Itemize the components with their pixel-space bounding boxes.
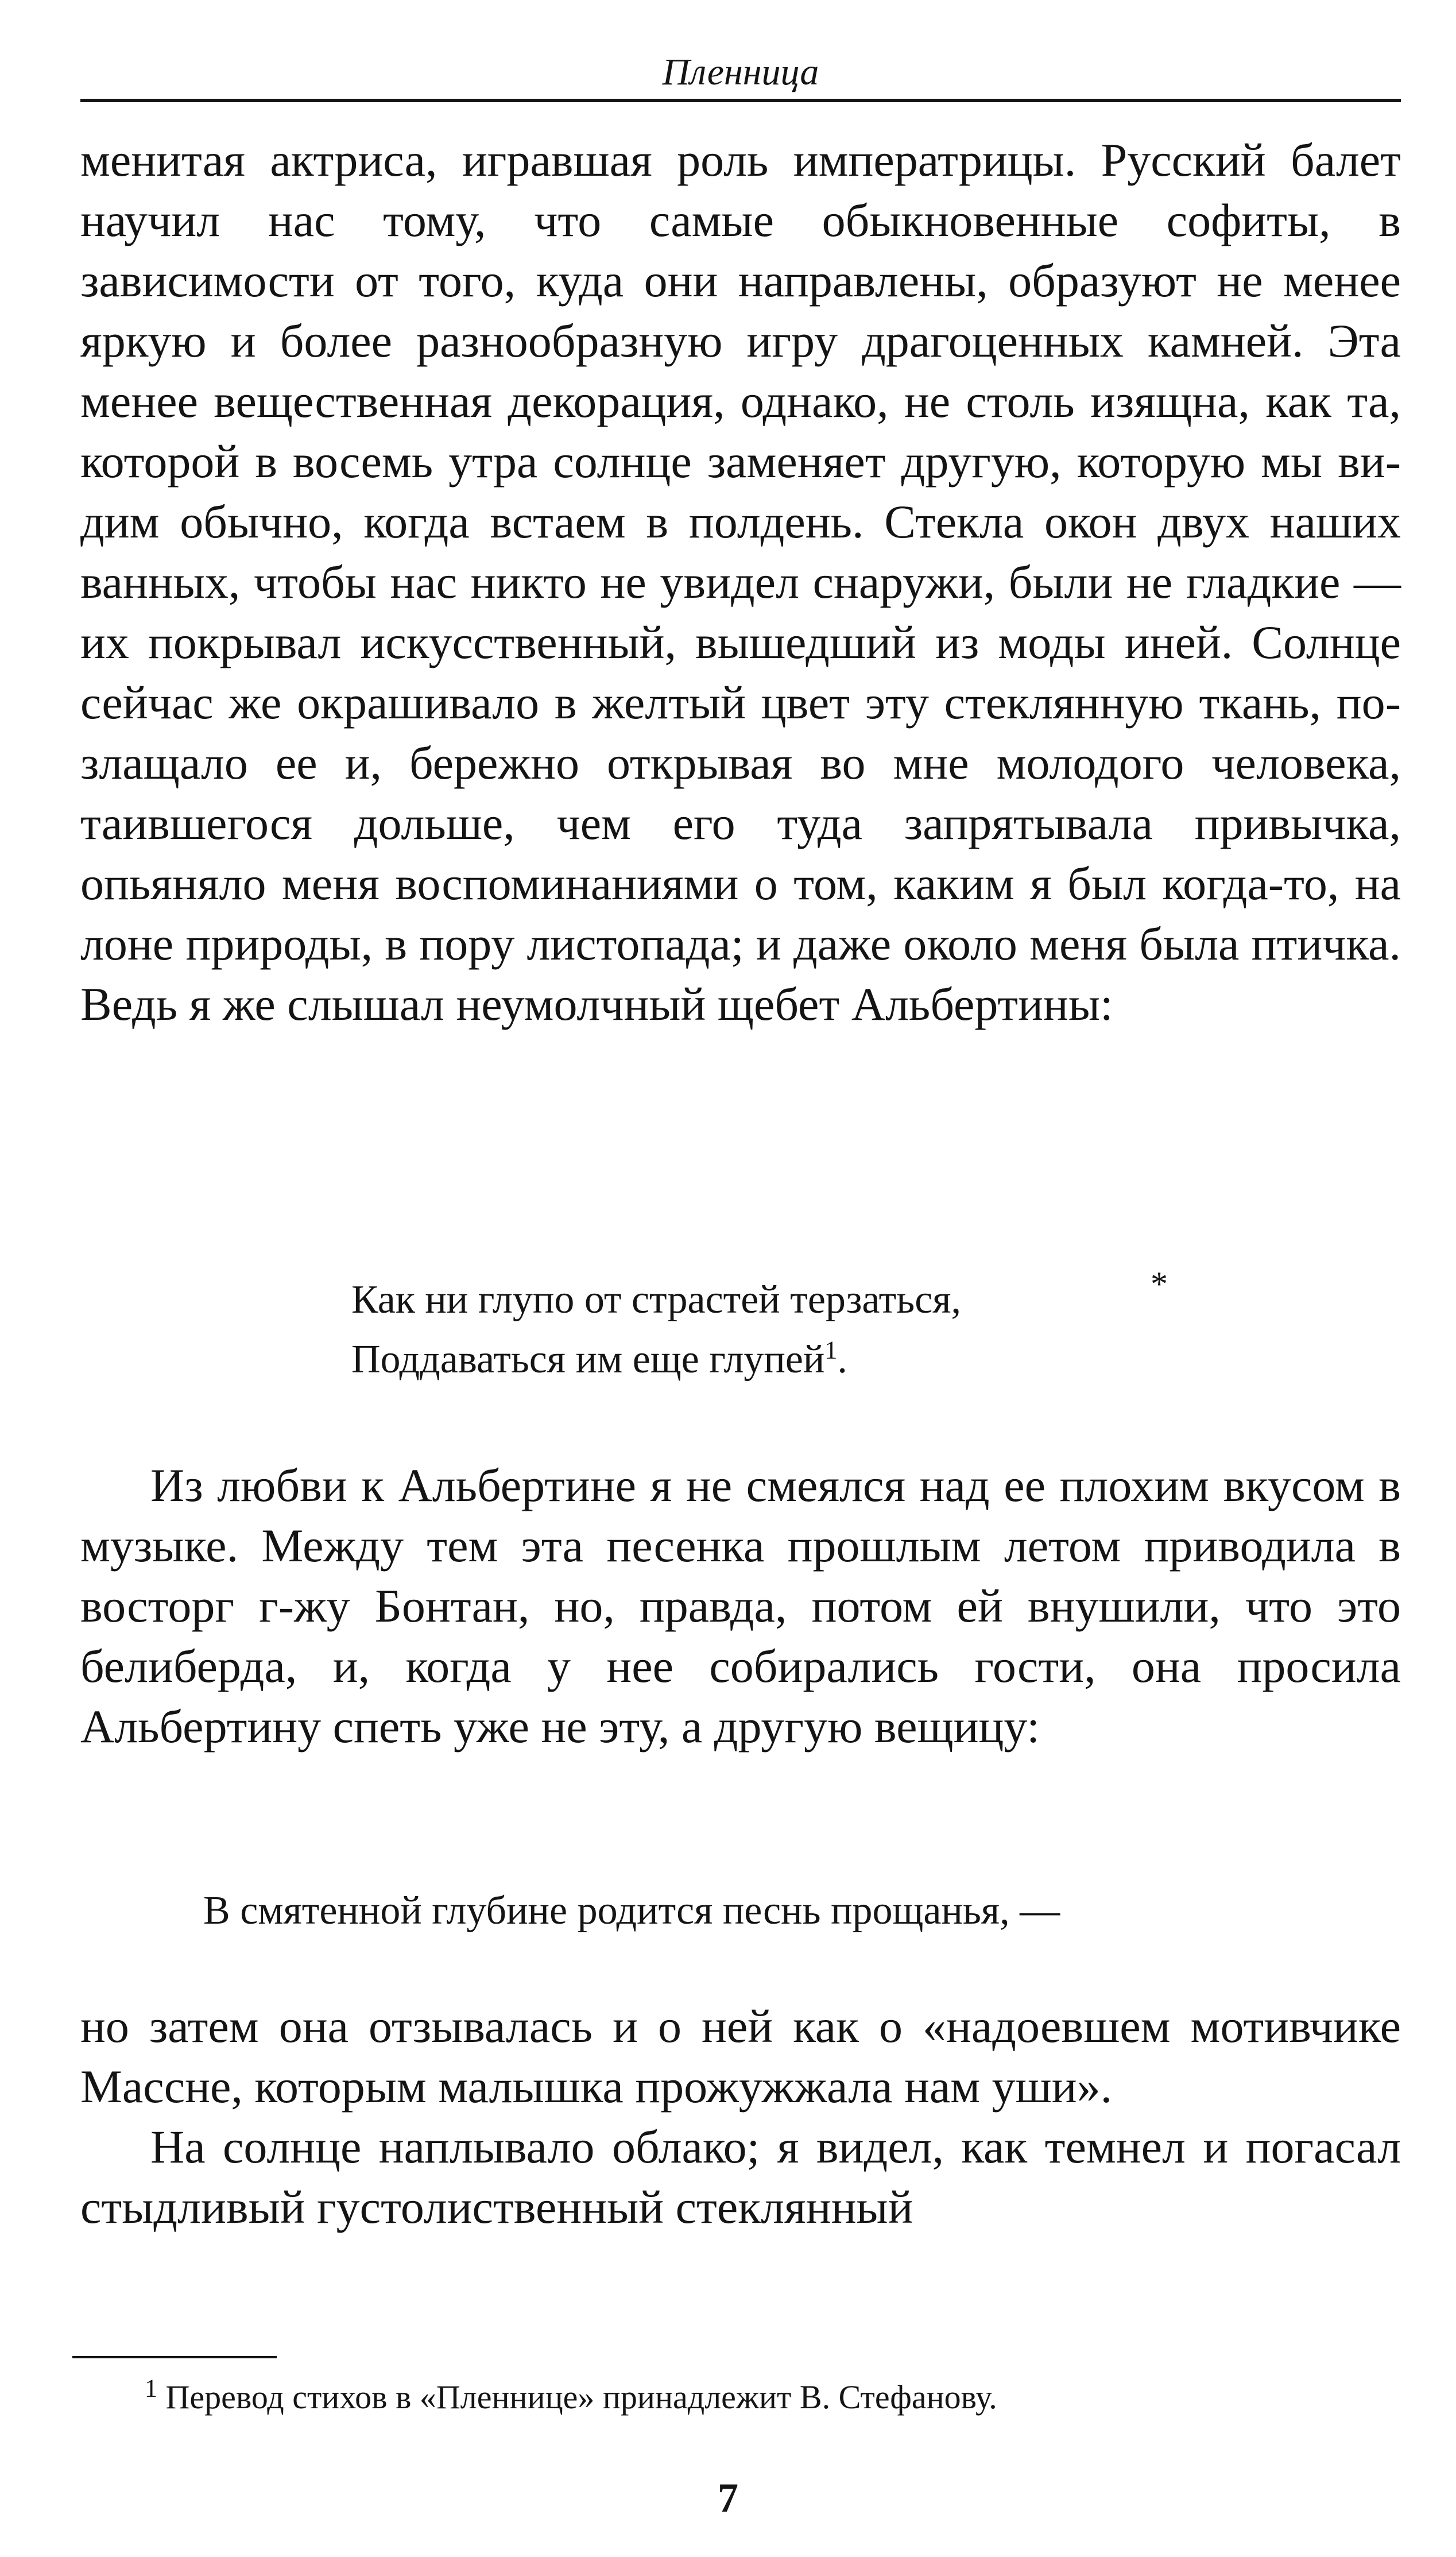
paragraph-1: менитая актриса, игравшая роль императрицы. Русский балет научил нас тому, что самые обыкновенные софиты, в зависимости от того, куда они направлены, образуют не менее яркую и более разнообразную игру драгоценных камней. Эта менее вещественная декорация, однако, не столь изящна, как та, которой в восемь утра солнце заменяет другую, которую мы видим обычно, когда встаем в полдень. Стекла окон двух наших ванных, чтобы нас никто не увидел снаружи, были не гладкие — их покрывал искусственный, вышедший из моды иней. Солнце сейчас же окрашивало в желтый цвет эту стеклянную ткань, позлащало ее и, бережно открывая во мне молодого человека, таившегося дольше, чем его туда запрятывала привычка, опьяняло меня воспоминаниями о том, каким я был когда-то, на лоне природы, в пору листопада; и даже около меня была птичка. Ведь я же слышал неумолчный щебет Альбертины: (80, 134, 1401, 1030)
verse-1 (351, 1270, 961, 1390)
footnote-number: 1 (145, 2374, 157, 2403)
header-rule (80, 99, 1401, 102)
paragraph-4: На солнце наплывало облако; я видел, как темнел и погасал стыдливый густолиственный стеклянный (80, 2121, 1401, 2233)
paragraph-2-block (80, 1455, 1401, 1757)
footnote-text: Перевод стихов в «Пленнице» принадлежит В. Стефанову. (157, 2378, 997, 2416)
paragraph-3-block (80, 1996, 1401, 2237)
footnote (145, 2374, 997, 2420)
running-head: Пленница (662, 51, 819, 93)
verse-2 (203, 1881, 1060, 1941)
footnote-reference: 1 (824, 1336, 838, 1364)
paragraph-2: Из любви к Альбертине я не смеялся над ее плохим вкусом в музыке. Между тем эта песенка прошлым летом приводила в восторг г-жу Бонтан, но, правда, потом ей внушили, что это белиберда, и, когда у нее собирались гости, она просила Альбертину спеть уже не эту, а другую вещицу: (80, 1459, 1401, 1753)
paragraph-3: но затем она отзывалась и о ней как о «надоевшем мотивчике Массне, которым малышка прожужжала нам уши». (80, 2000, 1401, 2113)
page-number: 7 (718, 2475, 738, 2521)
paragraph-1-block (80, 130, 1401, 1034)
verse-1-line-2-text: Поддаваться им еще глупей (351, 1337, 825, 1382)
verse-2-line: В смятенной глубине родится песнь прощанья, — (203, 1889, 1060, 1933)
verse-1-line-1: Как ни глупо от страстей терзаться, (351, 1278, 961, 1322)
verse-mark: * (1151, 1265, 1168, 1303)
verse-1-line-2: Поддаваться им еще глупей$^1$. (351, 1336, 847, 1382)
footnote-rule (72, 2356, 277, 2358)
